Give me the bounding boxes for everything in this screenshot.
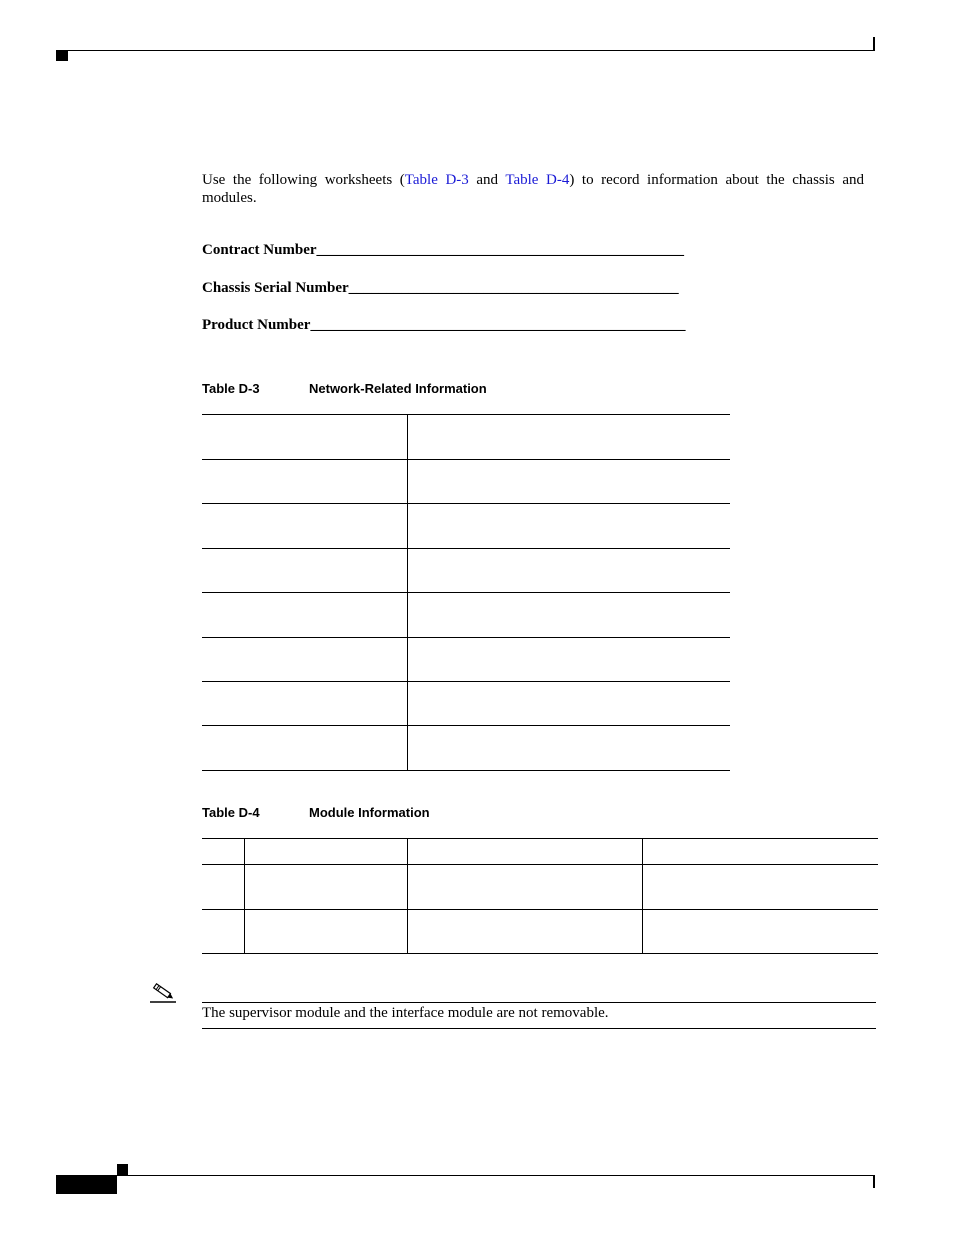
table-d4-link[interactable]: Table D-4: [505, 172, 570, 188]
table-d3-rule: [202, 503, 730, 504]
table-d4-rule: [202, 864, 878, 865]
pencil-note-icon: [149, 983, 177, 1003]
table-d3-rule: [202, 548, 730, 549]
table-d4-caption-number: Table D-4: [202, 805, 260, 820]
table-d3-rule: [202, 725, 730, 726]
table-d3-rule: [202, 414, 730, 415]
table-d4-caption-title: Module Information: [309, 805, 430, 820]
contract-number-field: Contract Number_________________________________________________: [202, 242, 685, 258]
note-text: The supervisor module and the interface module are not removable.: [202, 1005, 609, 1021]
table-d4-column-divider: [407, 838, 408, 953]
note-top-rule: [202, 1002, 876, 1003]
footer-tick: [873, 1176, 875, 1188]
intro-paragraph: Use the following worksheets (Table D-3 and Table D-4) to record information about the chassis and modules.: [202, 172, 864, 206]
chassis-serial-number-field: Chassis Serial Number____________________________________________: [202, 280, 679, 296]
header-marker: [56, 51, 68, 61]
table-d3-caption-title: Network-Related Information: [309, 381, 487, 396]
table-d3-rule: [202, 459, 730, 460]
table-d3-rule: [202, 592, 730, 593]
table-d4-column-divider: [642, 838, 643, 953]
product-number-field: Product Number__________________________________________________: [202, 317, 686, 333]
footer-rule: [56, 1175, 875, 1176]
footer-page-tab: [56, 1176, 117, 1194]
footer-marker: [117, 1164, 128, 1175]
note-bottom-rule: [202, 1028, 876, 1029]
table-d3-rule: [202, 637, 730, 638]
table-d3-rule: [202, 681, 730, 682]
table-d4-column-divider: [244, 838, 245, 953]
table-d4-rule: [202, 909, 878, 910]
table-d3-link[interactable]: Table D-3: [404, 172, 469, 188]
table-d4-rule: [202, 953, 878, 954]
table-d3-rule: [202, 770, 730, 771]
header-rule: [56, 50, 875, 51]
table-d3-caption-number: Table D-3: [202, 381, 260, 396]
header-tick: [873, 37, 875, 50]
table-d4-rule: [202, 838, 878, 839]
table-d3-column-divider: [407, 414, 408, 770]
